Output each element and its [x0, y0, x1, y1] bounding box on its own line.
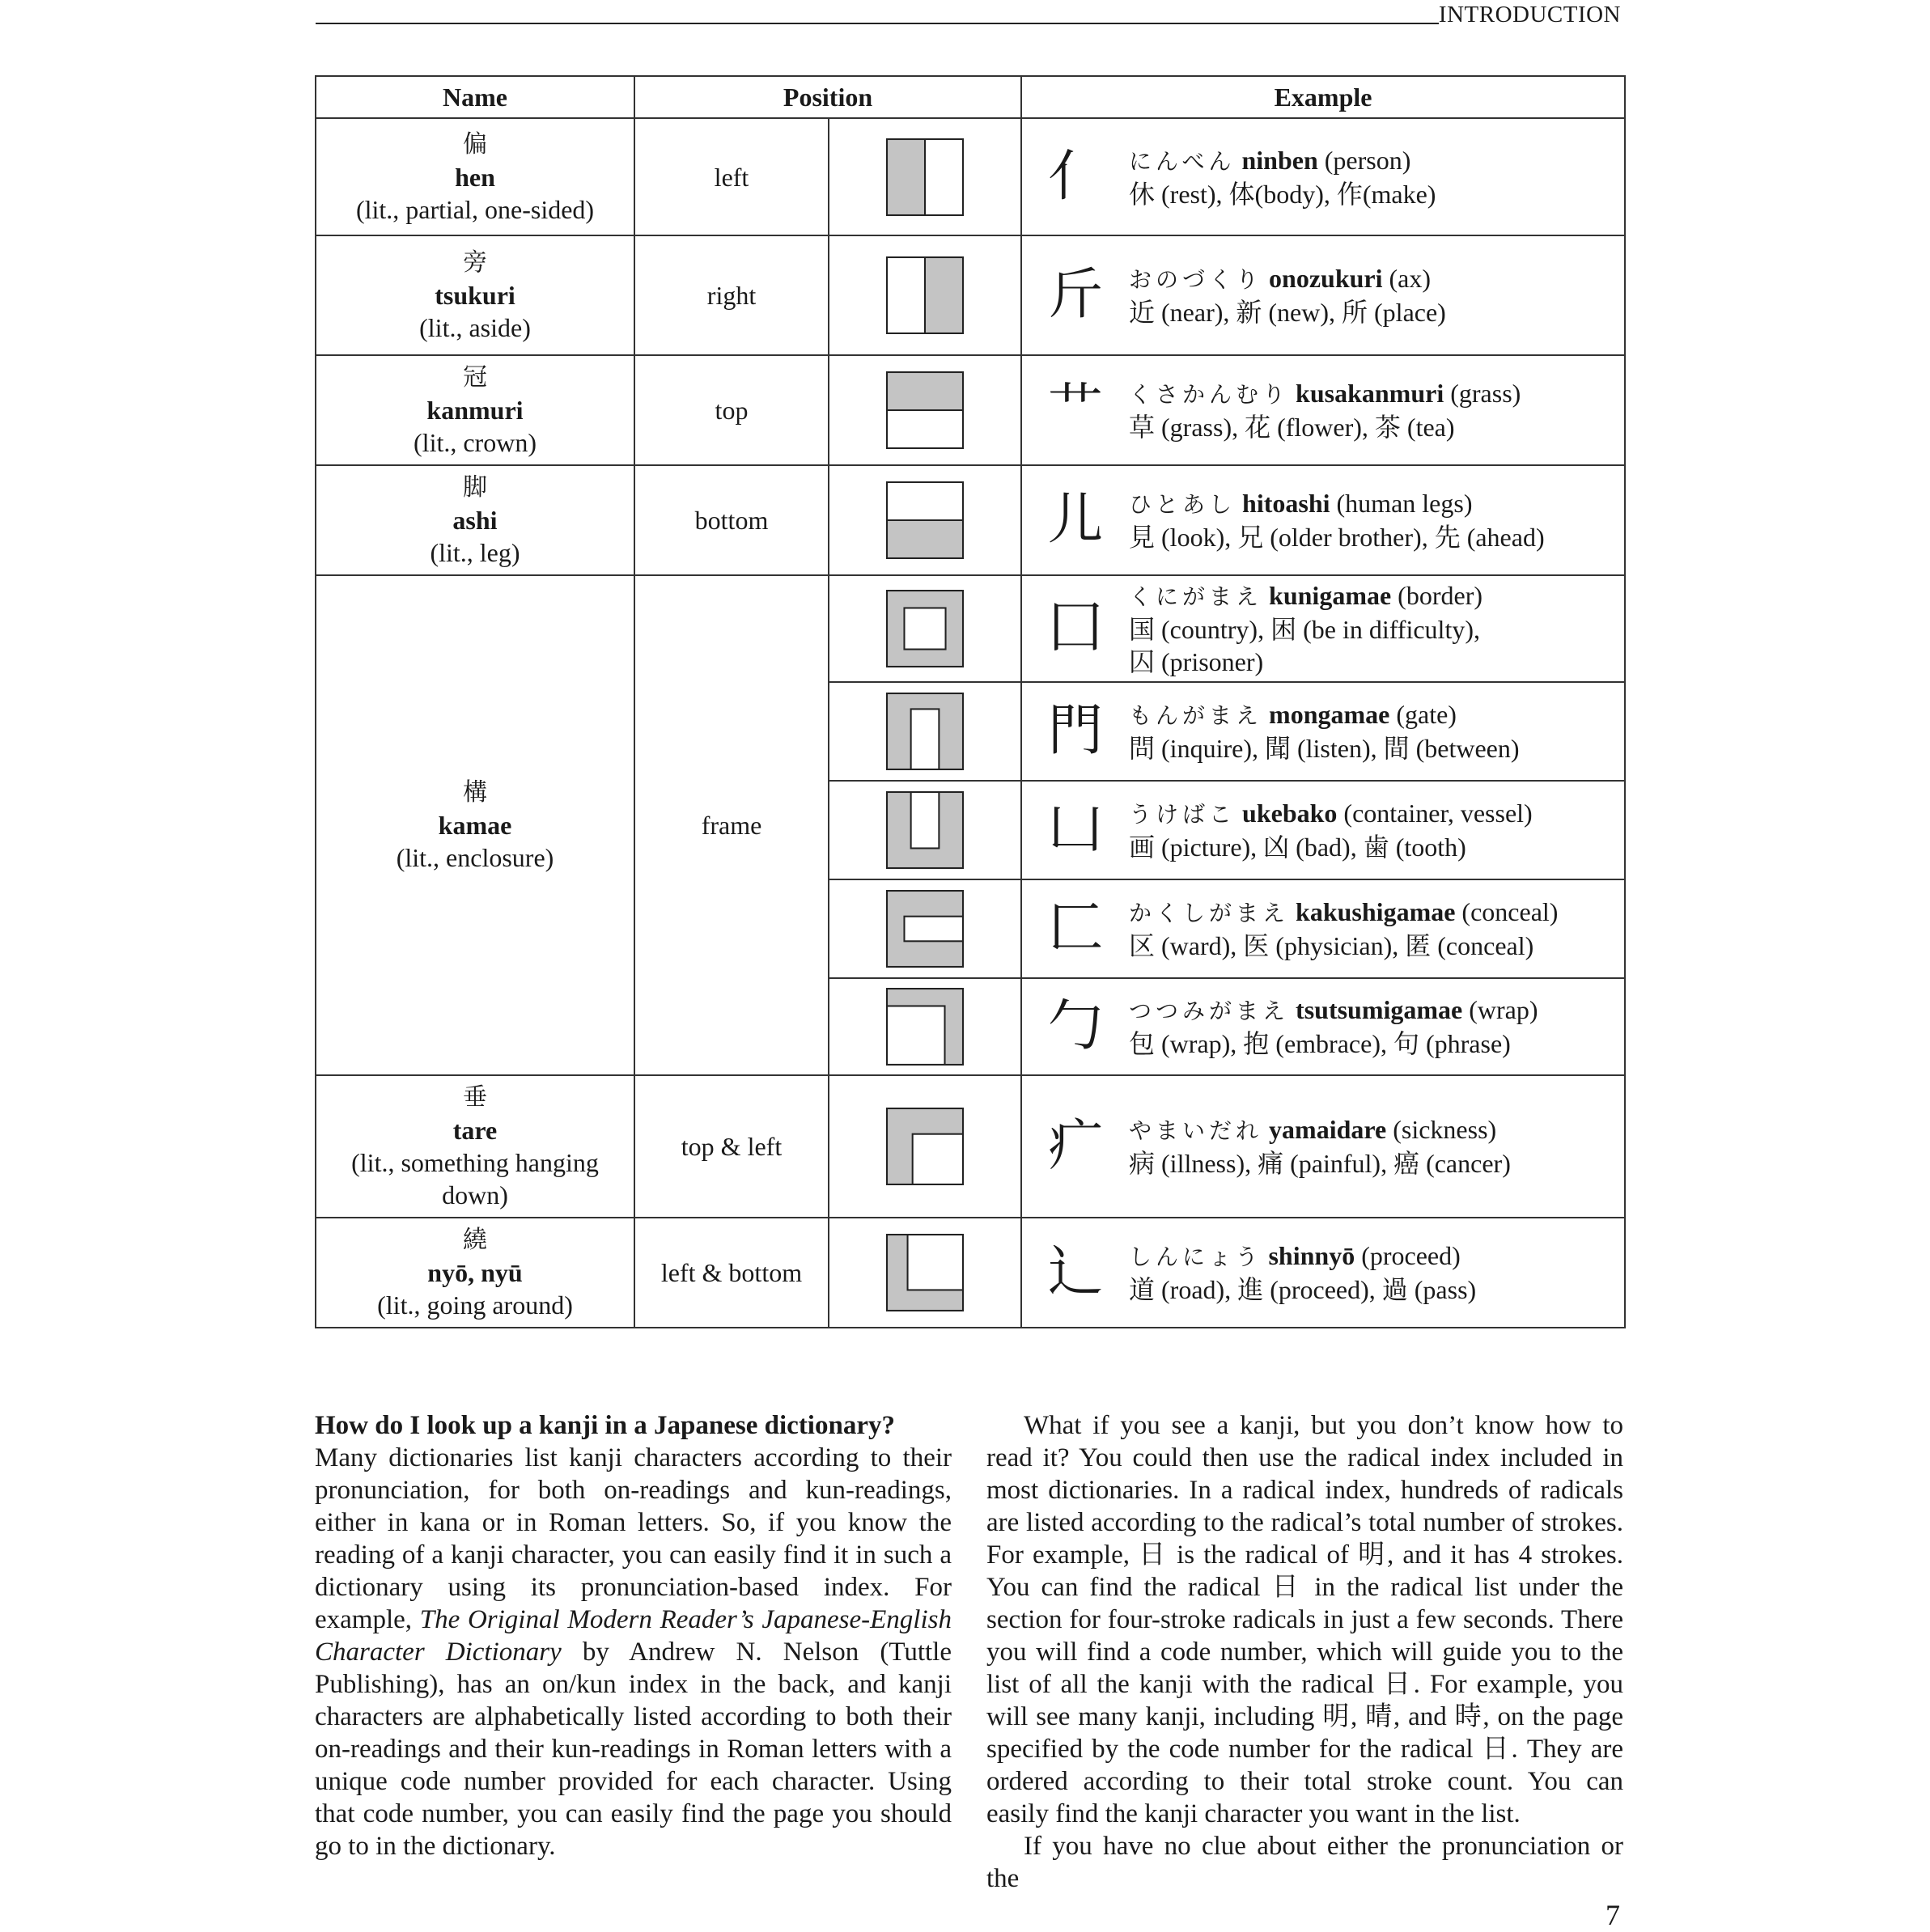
group-literal-meaning: (lit., aside) [419, 313, 531, 342]
radical-romaji: kusakanmuri [1296, 379, 1444, 408]
running-header: INTRODUCTION [1438, 2, 1621, 28]
radical-kana: くさかんむり [1129, 381, 1290, 408]
column-header-position: Position [634, 76, 1021, 118]
radical-romaji: ninben [1241, 145, 1318, 175]
radical-romaji: mongamae [1269, 700, 1390, 729]
radical-romaji: tsutsumigamae [1296, 995, 1463, 1024]
radical-name-line [1129, 994, 1624, 1027]
group-kanji: 旁 [463, 248, 487, 277]
position-diagram [829, 118, 1021, 235]
radical-example [1021, 1075, 1625, 1218]
radical-group-name [316, 235, 634, 355]
radical-kana: かくしがまえ [1129, 900, 1290, 926]
left-column [315, 1409, 952, 1862]
example-kanji-line: 近 (near), 新 (new), 所 (place) [1129, 298, 1446, 327]
radical-group-name [316, 118, 634, 235]
radical-example [1021, 575, 1625, 682]
table-row [316, 118, 1625, 235]
group-romaji: kamae [438, 811, 512, 840]
example-kanji-line: 見 (look), 兄 (older brother), 先 (ahead) [1129, 523, 1545, 552]
group-literal-meaning: (lit., enclosure) [396, 843, 554, 872]
radical-glyph: 艹 [1048, 378, 1104, 442]
column-header-name: Name [316, 76, 634, 118]
radical-kana: ひとあし [1129, 491, 1236, 518]
group-romaji: kanmuri [426, 396, 524, 425]
group-literal-meaning: (lit., something hanging down) [351, 1148, 599, 1210]
table-row [316, 575, 1625, 682]
radical-example [1021, 1218, 1625, 1328]
group-kanji: 構 [463, 778, 487, 807]
radical-example [1021, 355, 1625, 465]
radical-example [1021, 781, 1625, 879]
example-kanji-line: 草 (grass), 花 (flower), 茶 (tea) [1129, 413, 1455, 442]
table-row [316, 465, 1625, 575]
radical-meaning: (person) [1324, 145, 1411, 175]
position-diagram [829, 235, 1021, 355]
table-row [316, 355, 1625, 465]
table-row [316, 1075, 1625, 1218]
radical-kana: つつみがまえ [1129, 998, 1290, 1024]
radical-position: right [634, 235, 829, 355]
radical-romaji: kakushigamae [1296, 897, 1456, 926]
left-paragraph [315, 1442, 952, 1862]
radical-kana: しんにょう [1129, 1244, 1262, 1270]
right-column [986, 1409, 1623, 1895]
radical-glyph: 亻 [1048, 144, 1104, 209]
example-kanji-line: 包 (wrap), 抱 (embrace), 句 (phrase) [1129, 1029, 1511, 1058]
group-literal-meaning: (lit., going around) [377, 1290, 573, 1320]
radical-group-name [316, 355, 634, 465]
example-kanji-line: 道 (road), 進 (proceed), 過 (pass) [1129, 1275, 1477, 1304]
group-literal-meaning: (lit., crown) [414, 428, 537, 457]
group-kanji: 繞 [463, 1226, 487, 1254]
radical-romaji: hitoashi [1242, 489, 1330, 518]
radical-kana: うけばこ [1129, 801, 1236, 828]
example-kanji-line: 休 (rest), 体(body), 作(make) [1129, 179, 1436, 209]
table-header-row [316, 76, 1625, 118]
right-paragraph-2: If you have no clue about either the pronunciation or the [986, 1832, 1623, 1893]
position-diagram [829, 879, 1021, 978]
radical-meaning: (container, vessel) [1343, 799, 1533, 828]
radical-glyph: 門 [1048, 699, 1104, 763]
radical-romaji: shinnyō [1268, 1241, 1355, 1270]
section-heading: How do I look up a kanji in a Japanese dictionary? [315, 1411, 895, 1440]
group-romaji: ashi [452, 506, 498, 535]
radical-meaning: (proceed) [1361, 1241, 1461, 1270]
example-kanji-line: 問 (inquire), 聞 (listen), 間 (between) [1129, 734, 1520, 763]
group-romaji: hen [455, 162, 495, 192]
radical-meaning: (sickness) [1393, 1115, 1497, 1144]
group-kanji: 冠 [463, 363, 487, 392]
radical-example [1021, 118, 1625, 235]
radical-glyph: 勹 [1048, 994, 1104, 1058]
position-diagram [829, 355, 1021, 465]
table-row [316, 235, 1625, 355]
radical-romaji: onozukuri [1269, 264, 1383, 293]
radical-position: top & left [634, 1075, 829, 1218]
radical-name-line [1129, 144, 1624, 178]
group-romaji: tare [452, 1116, 498, 1145]
radical-position: left & bottom [634, 1218, 829, 1328]
position-diagram [829, 1218, 1021, 1328]
group-literal-meaning: (lit., partial, one-sided) [355, 194, 595, 224]
radical-glyph: 斤 [1048, 263, 1104, 327]
radical-meaning: (gate) [1396, 700, 1457, 729]
header-rule [316, 23, 1439, 24]
radical-name-line [1129, 797, 1624, 831]
radical-glyph: 辶 [1048, 1240, 1104, 1304]
radical-glyph: 匚 [1048, 896, 1104, 960]
position-diagram [829, 781, 1021, 879]
radical-position: frame [634, 575, 829, 1075]
table-row [316, 1218, 1625, 1328]
group-kanji: 偏 [463, 129, 487, 159]
position-diagram [829, 682, 1021, 781]
radical-kana: にんべん [1129, 147, 1236, 175]
radical-glyph: 疒 [1048, 1114, 1104, 1178]
radical-position: left [634, 118, 829, 235]
radical-glyph: 凵 [1048, 798, 1104, 862]
radical-kana: やまいだれ [1129, 1117, 1263, 1144]
group-kanji: 垂 [463, 1083, 487, 1112]
group-romaji: nyō, nyū [427, 1258, 523, 1287]
position-diagram [829, 575, 1021, 682]
radical-name-line [1129, 377, 1624, 411]
radical-group-name [316, 1218, 634, 1328]
position-diagram [829, 978, 1021, 1075]
page-number: 7 [1606, 1899, 1620, 1931]
radical-meaning: (conceal) [1461, 897, 1559, 926]
position-diagram [829, 1075, 1021, 1218]
left-paragraph-part-2: by Andrew N. Nelson (Tuttle Publishing), has an on/kun index in the back, and kanji characters are alphabetically listed according to both their on-readings and their kun-readings in Roman letters with a unique code number provided for each character. Using that code number, you can easily find the page you should go to in the dictionary. [315, 1638, 952, 1861]
radical-romaji: kunigamae [1269, 581, 1392, 610]
example-kanji-line-continued: 囚 (prisoner) [1129, 647, 1264, 676]
example-kanji-line: 区 (ward), 医 (physician), 匿 (conceal) [1129, 931, 1534, 960]
radical-meaning: (ax) [1389, 264, 1432, 293]
radical-example [1021, 879, 1625, 978]
right-paragraph-1: What if you see a kanji, but you don’t know how to read it? You could then use the radical index included in most dictionaries. In a radical index, hundreds of radicals are listed according to the radical’s total number of strokes. For example, 日 is the radical of 明, and it has 4 strokes. You can find the radical 日 in the radical list under the section for four-stroke radicals in just a few seconds. There you will find a code number, which will guide you to the list of all the kanji with the radical 日. For example, you will see many kanji, including 明, 晴, and 時, on the page specified by the code number for the radical 日. They are ordered according to their total stroke count. You can easily find the kanji character you want in the list. [986, 1411, 1623, 1828]
radical-example [1021, 235, 1625, 355]
radical-name-line [1129, 579, 1624, 613]
group-literal-meaning: (lit., leg) [430, 538, 520, 567]
example-kanji-line: 国 (country), 困 (be in difficulty), [1129, 615, 1480, 644]
radical-group-name [316, 1075, 634, 1218]
left-paragraph-part-1: Many dictionaries list kanji characters according to their pronunciation, for both on-readings and kun-readings, either in kana or in Roman letters. So, if you know the reading of a kanji character, you can easily find it in such a dictionary using its pronunciation-based index. For example, [315, 1443, 952, 1634]
book-title: The Original Modern Reader’s Japanese-English Character Dictionary [315, 1605, 952, 1667]
radical-romaji: ukebako [1242, 799, 1338, 828]
radical-meaning: (wrap) [1469, 995, 1538, 1024]
column-header-example: Example [1021, 76, 1625, 118]
radical-kana: おのづくり [1129, 266, 1263, 293]
radical-table [315, 75, 1626, 1328]
radical-glyph: 儿 [1048, 488, 1104, 552]
radical-name-line [1129, 487, 1624, 521]
example-kanji-line: 画 (picture), 凶 (bad), 歯 (tooth) [1129, 833, 1466, 862]
group-kanji: 脚 [463, 473, 487, 502]
radical-name-line [1129, 896, 1624, 930]
radical-example [1021, 682, 1625, 781]
radical-meaning: (grass) [1450, 379, 1521, 408]
position-diagram [829, 465, 1021, 575]
radical-group-name [316, 465, 634, 575]
radical-example [1021, 978, 1625, 1075]
radical-position: top [634, 355, 829, 465]
radical-glyph: 囗 [1048, 596, 1104, 660]
radical-position: bottom [634, 465, 829, 575]
radical-group-name [316, 575, 634, 1075]
example-kanji-line: 病 (illness), 痛 (painful), 癌 (cancer) [1129, 1149, 1511, 1178]
radical-meaning: (human legs) [1336, 489, 1473, 518]
radical-romaji: yamaidare [1269, 1115, 1387, 1144]
radical-meaning: (border) [1398, 581, 1482, 610]
radical-name-line [1129, 262, 1624, 296]
radical-example [1021, 465, 1625, 575]
radical-kana: もんがまえ [1129, 702, 1263, 729]
radical-name-line [1129, 1239, 1624, 1273]
radical-name-line [1129, 698, 1624, 732]
radical-name-line [1129, 1113, 1624, 1147]
group-romaji: tsukuri [435, 281, 515, 310]
radical-kana: くにがまえ [1129, 583, 1263, 610]
